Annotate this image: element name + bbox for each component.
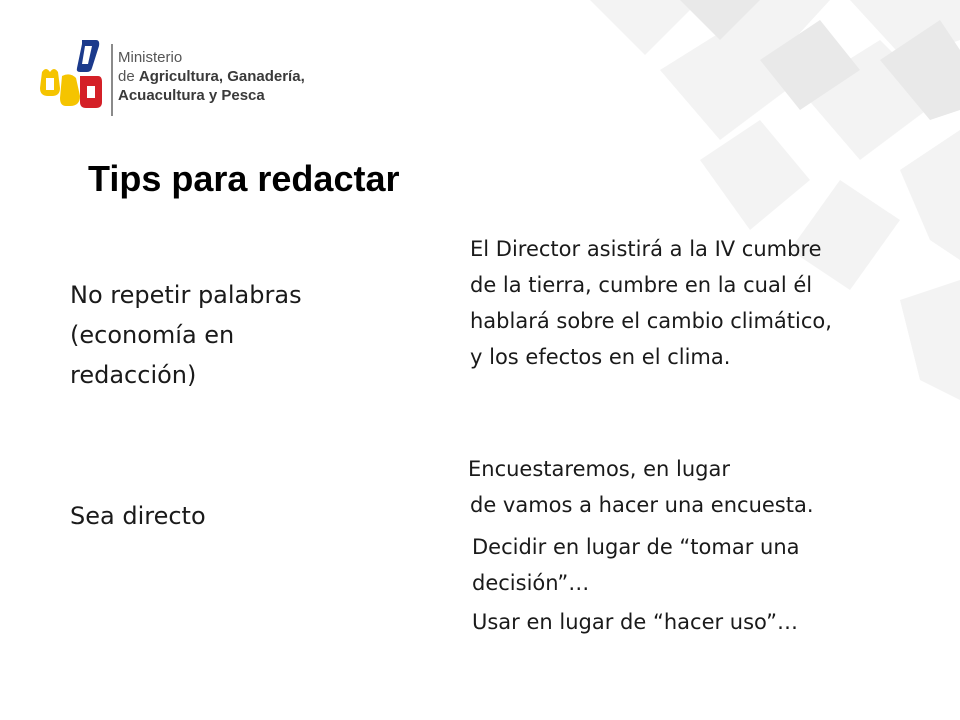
tip-label-no-repetir <box>70 275 410 395</box>
example-line: Encuestaremos, en lugar <box>468 457 730 481</box>
example-line: decisión”… <box>472 571 590 595</box>
logo-divider <box>111 44 113 116</box>
example-line: Usar en lugar de “hacer uso”… <box>472 610 799 634</box>
logo-line-1: Ministerio <box>118 49 183 66</box>
example-line: El Director asistirá a la IV cumbre <box>470 237 822 261</box>
logo-line-2-prefix: de <box>118 68 139 85</box>
logo-text <box>118 48 305 105</box>
ministry-emblem-icon <box>36 36 106 116</box>
slide-title: Tips para redactar <box>88 158 400 199</box>
example-line: hablará sobre el cambio climático, <box>470 309 832 333</box>
example-line: y los efectos en el clima. <box>470 345 731 369</box>
tip-label-sea-directo <box>70 496 410 536</box>
logo-line-3: Acuacultura y Pesca <box>118 87 265 104</box>
tip-label-line: (economía en <box>70 321 235 349</box>
ministry-logo <box>36 36 326 126</box>
tip-label-line: redacción) <box>70 361 197 389</box>
tip-label-line: No repetir palabras <box>70 281 302 309</box>
example-encuesta-alternative <box>470 487 814 523</box>
example-encuestaremos <box>468 451 730 487</box>
example-line: de vamos a hacer una encuesta. <box>470 493 814 517</box>
example-usar <box>472 604 798 640</box>
example-line: Decidir en lugar de “tomar una <box>472 535 800 559</box>
tip-label-line: Sea directo <box>70 502 206 530</box>
example-line: de la tierra, cumbre en la cual él <box>470 273 813 297</box>
example-decidir <box>472 529 800 601</box>
logo-line-2 <box>118 67 305 86</box>
example-no-repetir <box>470 231 832 375</box>
logo-line-2-bold: Agricultura, Ganadería, <box>138 68 305 85</box>
